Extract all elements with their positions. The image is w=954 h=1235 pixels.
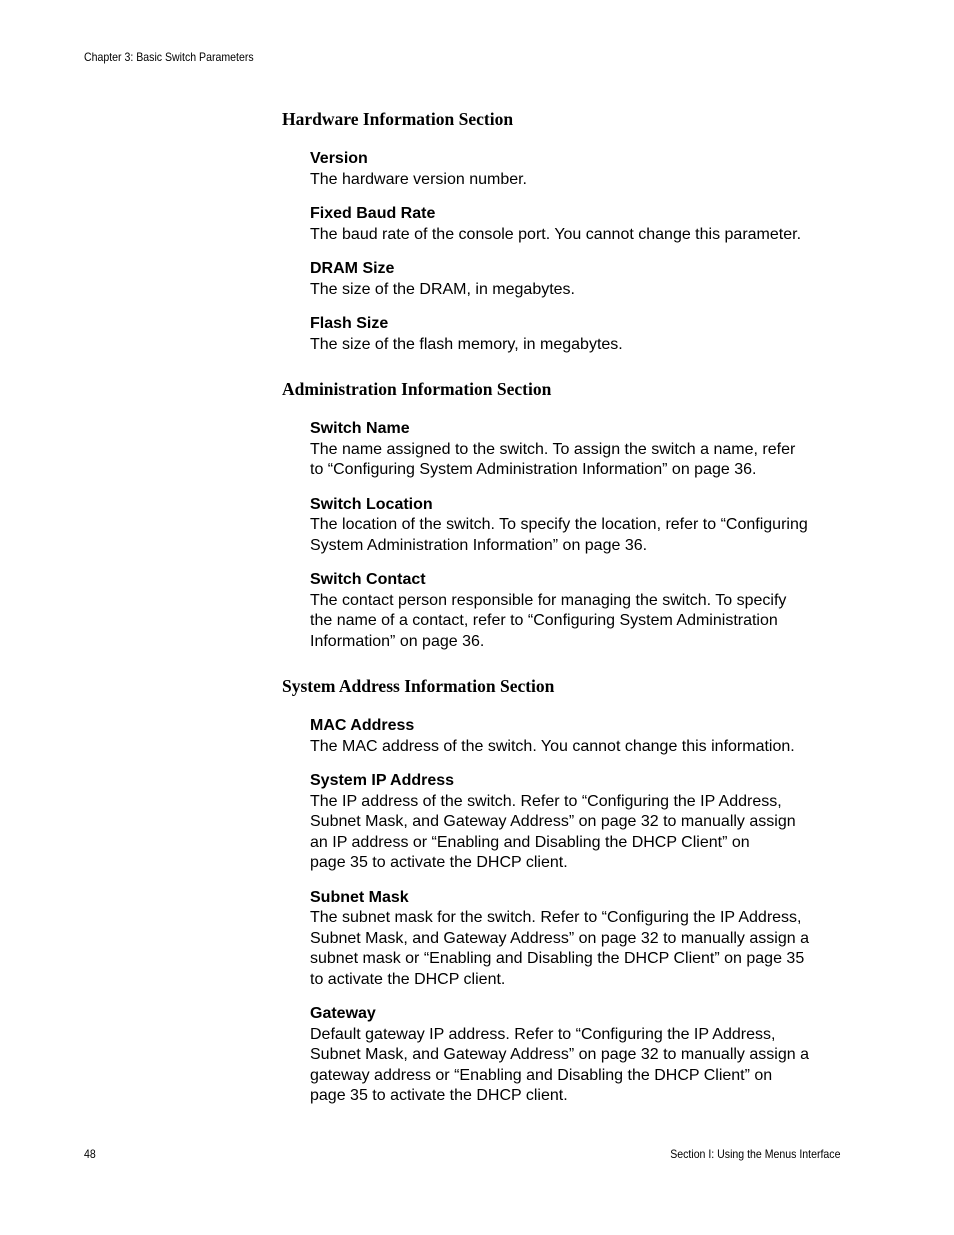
- term-name: Switch Location: [310, 495, 433, 513]
- term-gateway: [310, 1004, 862, 1107]
- term-description: The IP address of the switch. Refer to “Configuring the IP Address, Subnet Mask, and Gateway Address” on page 32 to manually assign an IP address or “Enabling and Disabling the DHCP Client” on page 35 to activate the DHCP client.: [310, 792, 796, 871]
- term-name: Gateway: [310, 1005, 376, 1022]
- term-name: DRAM Size: [310, 260, 395, 277]
- term-description: The name assigned to the switch. To assign the switch a name, refer to “Configuring System Administration Information” on page 36.: [310, 440, 796, 478]
- term-description: The subnet mask for the switch. Refer to “Configuring the IP Address, Subnet Mask, and Gateway Address” on page 32 to manually assign a subnet mask or “Enabling and Disabling the DHCP Client” on page 35 to activate the DHCP client.: [310, 909, 809, 988]
- term-system-ip-address: [310, 771, 862, 874]
- term-name: Switch Name: [310, 420, 410, 437]
- term-list: [310, 419, 862, 652]
- term-version: [310, 149, 862, 190]
- term-list: [310, 149, 862, 355]
- term-name: Flash Size: [310, 315, 389, 332]
- term-list: [310, 716, 862, 1107]
- term-description: The baud rate of the console port. You cannot change this parameter.: [310, 225, 802, 243]
- term-mac-address: [310, 716, 862, 757]
- term-switch-location: [310, 495, 862, 557]
- term-name: System IP Address: [310, 772, 455, 789]
- running-header: Chapter 3: Basic Switch Parameters: [84, 50, 254, 64]
- term-dram-size: [310, 259, 862, 300]
- section-heading: Administration Information Section: [282, 379, 552, 399]
- term-description: The size of the DRAM, in megabytes.: [310, 280, 575, 298]
- term-name: Version: [310, 150, 368, 167]
- term-description: Default gateway IP address. Refer to “Configuring the IP Address, Subnet Mask, and Gateway Address” on page 32 to manually assign a gateway address or “Enabling and Disabling the DHCP Client” on page 35 to activate the DHCP client.: [310, 1025, 809, 1104]
- term-subnet-mask: [310, 888, 862, 991]
- term-description: The size of the flash memory, in megabytes.: [310, 335, 623, 353]
- term-fixed-baud-rate: [310, 204, 862, 245]
- term-name: MAC Address: [310, 717, 415, 734]
- page-number: 48: [84, 1147, 96, 1161]
- term-description: The location of the switch. To specify the location, refer to “Configuring System Administration Information” on page 36.: [310, 516, 808, 554]
- section-heading: System Address Information Section: [282, 676, 555, 696]
- section-heading: Hardware Information Section: [282, 109, 514, 129]
- section-administration-information: [282, 379, 862, 652]
- section-system-address-information: [282, 676, 862, 1107]
- section-hardware-information: [282, 109, 862, 355]
- page-body: [282, 109, 862, 1107]
- term-description: The contact person responsible for managing the switch. To specify the name of a contact, refer to “Configuring System Administration Information” on page 36.: [310, 591, 787, 650]
- term-name: Subnet Mask: [310, 888, 409, 906]
- term-flash-size: [310, 314, 862, 355]
- footer-section-title: Section I: Using the Menus Interface: [669, 1147, 840, 1161]
- term-name: Fixed Baud Rate: [310, 205, 436, 222]
- term-name: Switch Contact: [310, 571, 426, 588]
- term-switch-contact: [310, 570, 862, 652]
- term-switch-name: [310, 419, 862, 481]
- term-description: The MAC address of the switch. You cannot change this information.: [310, 737, 795, 755]
- term-description: The hardware version number.: [310, 170, 527, 188]
